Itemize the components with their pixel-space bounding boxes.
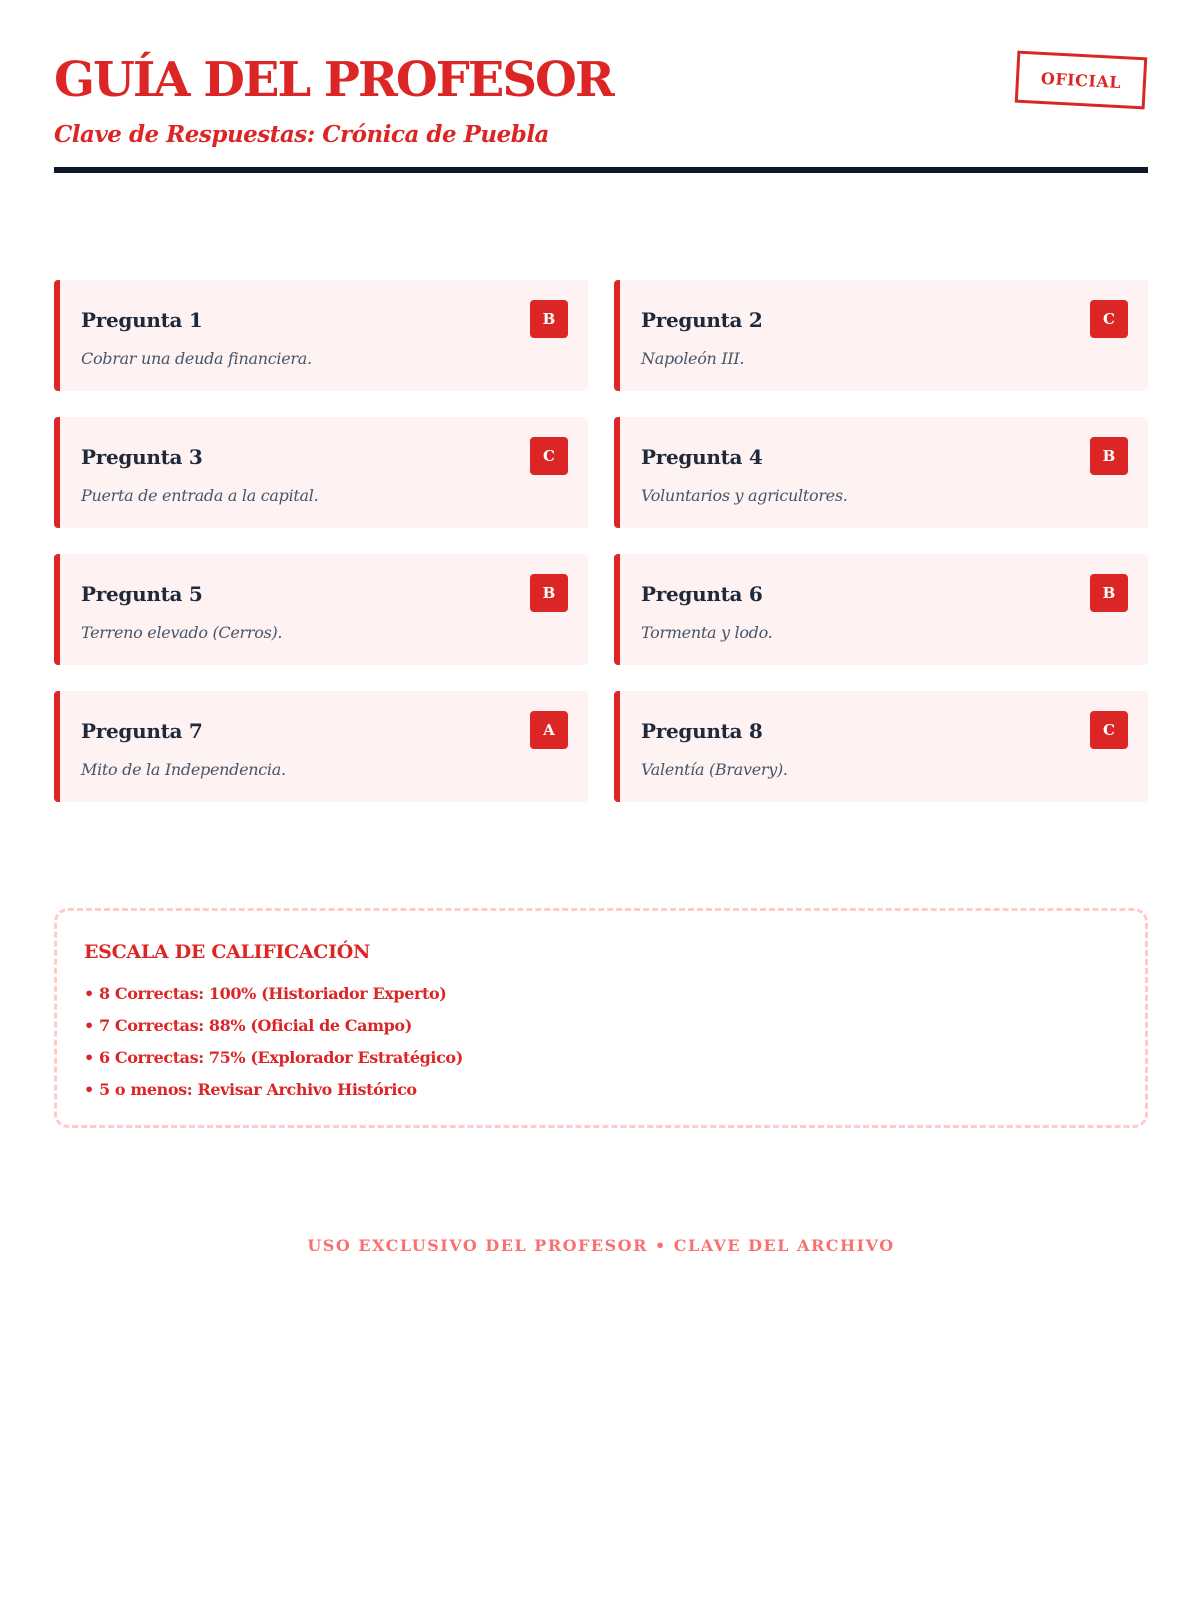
grading-scale-item: • 5 o menos: Revisar Archivo Histórico — [84, 1080, 417, 1099]
grading-scale-item: • 6 Correctas: 75% (Explorador Estratégico) — [84, 1048, 463, 1067]
question-card-1 — [54, 280, 588, 391]
answer-text: Valentía (Bravery). — [641, 760, 788, 779]
answer-letter-badge: B — [1090, 574, 1128, 612]
answer-letter-badge: B — [1090, 437, 1128, 475]
question-card-3 — [54, 417, 588, 528]
question-label: Pregunta 7 — [81, 719, 203, 743]
grading-scale-box — [54, 908, 1148, 1128]
question-card-7 — [54, 691, 588, 802]
grading-scale-list — [84, 983, 463, 1111]
question-label: Pregunta 3 — [81, 445, 203, 469]
answer-text: Voluntarios y agricultores. — [641, 486, 848, 505]
question-card-4 — [614, 417, 1148, 528]
page-title: GUÍA DEL PROFESOR — [54, 52, 613, 108]
answer-letter-badge: C — [1090, 300, 1128, 338]
official-stamp: OFICIAL — [1015, 51, 1148, 110]
answer-text: Tormenta y lodo. — [641, 623, 773, 642]
question-label: Pregunta 2 — [641, 308, 763, 332]
question-label: Pregunta 6 — [641, 582, 763, 606]
question-card-8 — [614, 691, 1148, 802]
answers-grid — [54, 280, 1148, 802]
footer-note: USO EXCLUSIVO DEL PROFESOR • CLAVE DEL ARCHIVO — [307, 1236, 895, 1255]
header-divider — [54, 167, 1148, 173]
question-label: Pregunta 4 — [641, 445, 763, 469]
answer-key-page — [54, 0, 1148, 1255]
grading-scale-item: • 7 Correctas: 88% (Oficial de Campo) — [84, 1016, 412, 1035]
answer-text: Terreno elevado (Cerros). — [81, 623, 283, 642]
question-card-2 — [614, 280, 1148, 391]
question-card-5 — [54, 554, 588, 665]
question-card-6 — [614, 554, 1148, 665]
question-label: Pregunta 5 — [81, 582, 203, 606]
header — [54, 0, 1148, 175]
answer-letter-badge: B — [530, 300, 568, 338]
answer-letter-badge: B — [530, 574, 568, 612]
question-label: Pregunta 1 — [81, 308, 203, 332]
page-subtitle: Clave de Respuestas: Crónica de Puebla — [54, 121, 549, 148]
answer-letter-badge: A — [530, 711, 568, 749]
question-label: Pregunta 8 — [641, 719, 763, 743]
answer-text: Cobrar una deuda financiera. — [81, 349, 312, 368]
grading-scale-item: • 8 Correctas: 100% (Historiador Experto) — [84, 984, 447, 1003]
grading-scale-title: ESCALA DE CALIFICACIÓN — [84, 941, 371, 963]
answer-letter-badge: C — [530, 437, 568, 475]
answer-text: Napoleón III. — [641, 349, 745, 368]
answer-letter-badge: C — [1090, 711, 1128, 749]
answer-text: Mito de la Independencia. — [81, 760, 286, 779]
answer-text: Puerta de entrada a la capital. — [81, 486, 319, 505]
